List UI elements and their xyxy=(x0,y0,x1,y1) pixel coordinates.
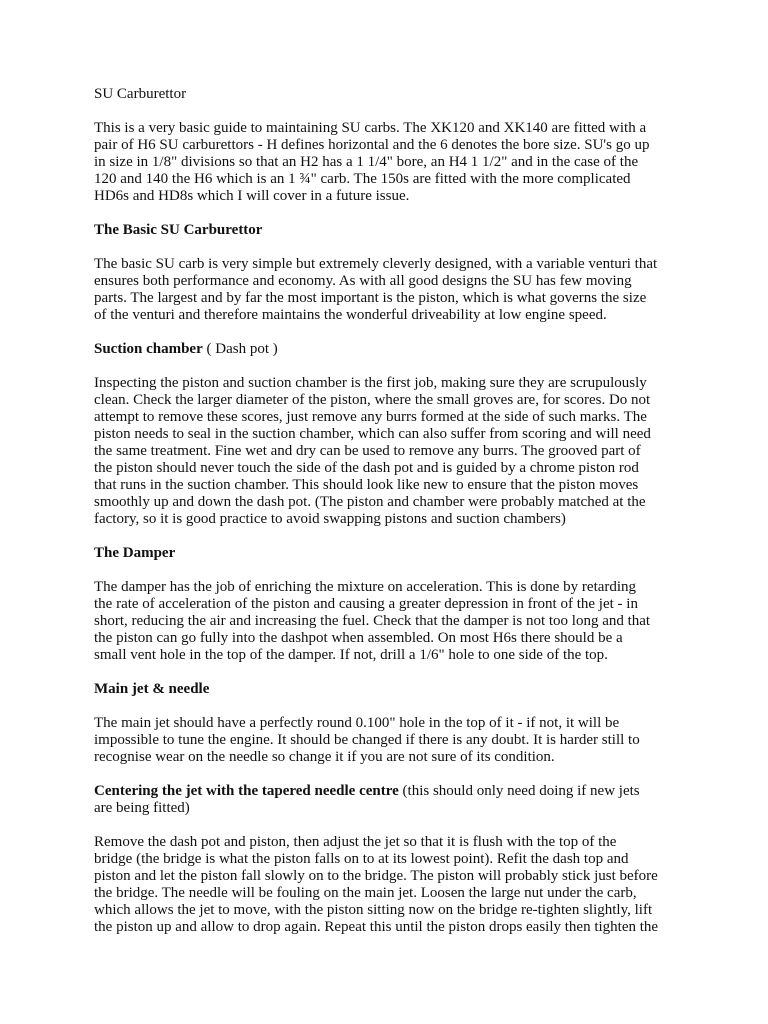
section-heading-suction xyxy=(94,341,694,358)
section-heading-basic-text: The Basic SU Carburettor xyxy=(94,222,263,238)
section-heading-basic xyxy=(94,222,694,239)
section-heading-damper-text: The Damper xyxy=(94,545,176,561)
intro-paragraph: This is a very basic guide to maintaining SU carbs. The XK120 and XK140 are fitted with a pair of H6 SU carburettors - H defines horizontal and the 6 denotes the bore size. SU's go up in size in 1/8" divisions so that an H2 has a 1 1/4" bore, an H4 1 1/2" and in the case of the 120 and 140 the H6 which is an 1 ¾" carb. The 150s are fitted with the more complicated HD6s and HD8s which I will cover in a future issue. xyxy=(94,120,650,204)
section-heading-jet xyxy=(94,681,694,698)
document-page xyxy=(94,86,694,953)
section-body-damper: The damper has the job of enriching the mixture on acceleration. This is done by retarding the rate of acceleration of the piston and causing a greater depression in front of the jet - in short, reducing the air and increasing the fuel. Check that the damper is not too long and that the piston can go fully into the dashpot when assembled. On most H6s there should be a small vent hole in the top of the damper. If not, drill a 1/6" hole to one side of the top. xyxy=(94,579,651,663)
section-heading-suction-rest: ( Dash pot ) xyxy=(202,341,278,357)
section-body-suction: Inspecting the piston and suction chamber is the first job, making sure they are scrupulously clean. Check the larger diameter of the piston, where the small groves are, for scores. Do not attempt to remove these scores, just remove any burrs formed at the side of such marks. The piston needs to seal in the suction chamber, which can also suffer from scoring and will need the same treatment. Fine wet and dry can be used to remove any burrs. The grooved part of the piston should never touch the side of the dash pot and is guided by a chrome piston rod that runs in the suction chamber. This should look like new to ensure that the piston moves smoothly up and down the dash pot. (The piston and chamber were probably matched at the factory, so it is good practice to avoid swapping pistons and suction chambers) xyxy=(94,375,651,527)
section-body-centering: Remove the dash pot and piston, then adjust the jet so that it is flush with the top of the bridge (the bridge is what the piston falls on to at its lowest point). Refit the dash top and piston and let the piston fall slowly on to the bridge. The piston will probably stick just before the bridge. The needle will be fouling on the main jet. Loosen the large nut under the carb, which allows the jet to move, with the piston sitting now on the bridge re-tighten slightly, lift the piston up and allow to drop again. Repeat this until the piston drops easily then tighten the xyxy=(94,834,659,935)
section-heading-centering-rest: (this should only need doing if new jets are being fitted) xyxy=(94,783,640,816)
document-title: SU Carburettor xyxy=(94,86,187,102)
section-heading-suction-bold: Suction chamber xyxy=(94,341,203,357)
section-body-jet: The main jet should have a perfectly round 0.100" hole in the top of it - if not, it will be impossible to tune the engine. It should be changed if there is any doubt. It is harder still to recognise wear on the needle so change it if you are not sure of its condition. xyxy=(94,715,640,765)
section-heading-jet-text: Main jet & needle xyxy=(94,681,210,697)
section-heading-centering xyxy=(94,783,694,817)
section-body-basic: The basic SU carb is very simple but extremely cleverly designed, with a variable venturi that ensures both performance and economy. As with all good designs the SU has few moving parts. The largest and by far the most important is the piston, which is what governs the size of the venturi and therefore maintains the wonderful driveability at low engine speed. xyxy=(94,256,658,323)
section-heading-centering-bold: Centering the jet with the tapered needle centre xyxy=(94,783,399,799)
section-heading-damper xyxy=(94,545,694,562)
